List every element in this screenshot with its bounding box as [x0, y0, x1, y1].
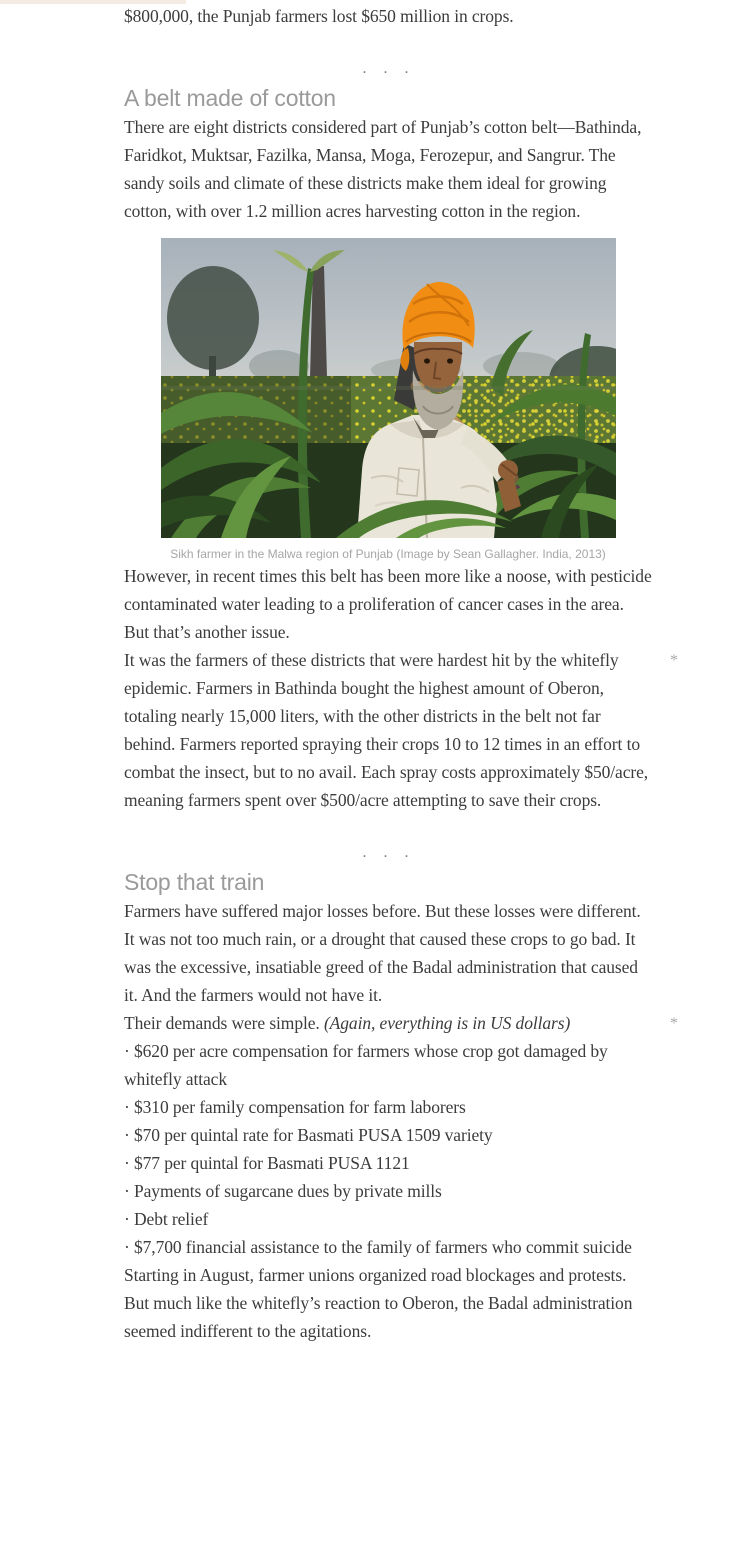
- demand-item: · $7,700 financial assistance to the family of farmers who commit suicide: [124, 1237, 632, 1257]
- paragraph-intro-partial: $800,000, the Punjab farmers lost $650 million in crops.: [124, 6, 514, 26]
- section-divider: . . .: [362, 60, 414, 77]
- paragraph-cotton-belt: There are eight districts considered part of Punjab’s cotton belt—Bathinda, Faridkot, Muktsar, Fazilka, Mansa, Moga, Ferozepur, and Sangrur. The sandy soils and climate of these districts make them ideal for growing cotton, with over 1.2 million acres harvesting cotton in the region.: [124, 117, 642, 221]
- margin-note-marker: *: [670, 1015, 678, 1032]
- paragraph-demands: [124, 1009, 678, 1037]
- paragraph-hardest-hit: [124, 646, 678, 814]
- demand-item: · $77 per quintal for Basmati PUSA 1121: [124, 1153, 410, 1173]
- demands-text: Their demands were simple.: [124, 1013, 324, 1033]
- article-figure: [124, 238, 652, 562]
- demand-item: · $620 per acre compensation for farmers whose crop got damaged by whitefly attack: [124, 1041, 608, 1089]
- section-divider: . . .: [362, 844, 414, 861]
- photo-caption: Sikh farmer in the Malwa region of Punjab (Image by Sean Gallagher. India, 2013): [170, 547, 606, 561]
- heading-belt-of-cotton: A belt made of cotton: [124, 85, 336, 111]
- paragraph-losses: Farmers have suffered major losses before. But these losses were different. It was not too much rain, or a drought that caused these crops to go bad. It was the excessive, insatiable greed of the Badal administration that caused it. And the farmers would not have it.: [124, 901, 641, 1005]
- demand-item: · Payments of sugarcane dues by private mills: [124, 1181, 442, 1201]
- paragraph-hardest-hit-text: It was the farmers of these districts that were hardest hit by the whitefly epidemic. Farmers in Bathinda bought the highest amount of Oberon, totaling nearly 15,000 liters, with the other districts in the belt not far behind. Farmers reported spraying their crops 10 to 12 times in an effort to combat the insect, but to no avail. Each spray costs approximately $50/acre, meaning farmers spent over $500/acre attempting to save their crops.: [124, 650, 649, 810]
- margin-note-marker: *: [670, 652, 678, 669]
- demand-item: · $310 per family compensation for farm laborers: [124, 1097, 466, 1117]
- farmer-photo[interactable]: [161, 238, 616, 538]
- paragraph-closing: Starting in August, farmer unions organized road blockages and protests. But much like the whitefly’s reaction to Oberon, the Badal administration seemed indifferent to the agitations.: [124, 1265, 633, 1341]
- demand-item: · Debt relief: [124, 1209, 209, 1229]
- paragraph-noose: However, in recent times this belt has been more like a noose, with pesticide contaminated water leading to a proliferation of cancer cases in the area. But that’s another issue.: [124, 566, 652, 642]
- article-body: [124, 0, 678, 1345]
- heading-stop-that-train: Stop that train: [124, 869, 265, 895]
- demands-aside-italic: (Again, everything is in US dollars): [323, 1013, 571, 1033]
- demand-item: · $70 per quintal rate for Basmati PUSA 1509 variety: [124, 1125, 493, 1145]
